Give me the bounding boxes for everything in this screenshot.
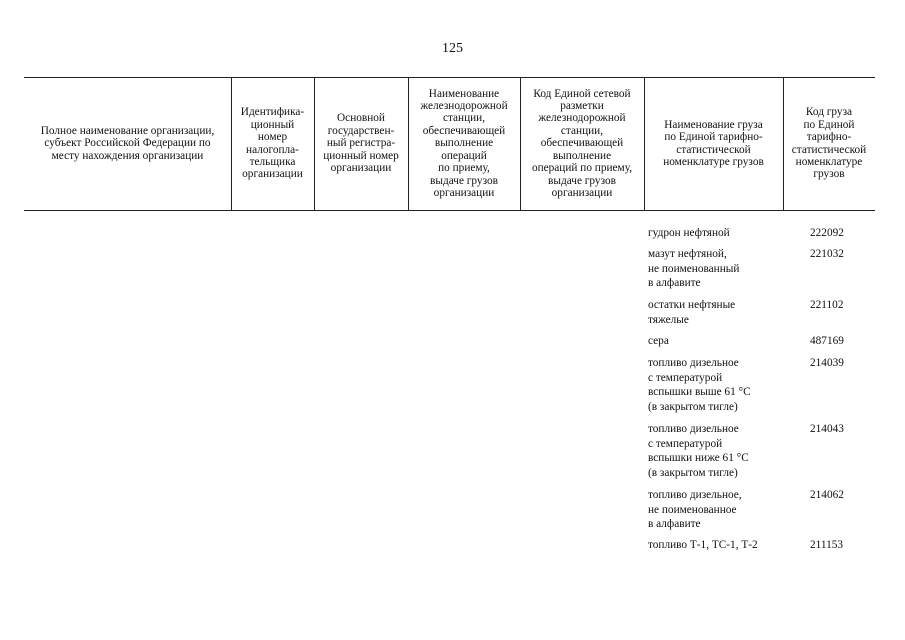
cargo-name-cell: гудрон нефтяной — [648, 227, 730, 239]
cargo-name-cell: топливо Т-1, ТС-1, Т-2 — [648, 539, 758, 551]
header-station-name: Наименование железнодорожной станции, обеспечивающей выполнение операций по приему, выдаче грузов организации — [420, 87, 508, 199]
page-number: 125 — [442, 41, 463, 56]
cargo-code-cell: 221102 — [810, 299, 844, 311]
table-header-bottom-border — [24, 210, 875, 211]
header-cargo-name: Наименование груза по Единой тарифно- статистической номенклатуре грузов — [663, 118, 764, 168]
cargo-code-cell: 487169 — [810, 335, 844, 347]
cargo-code-cell: 214039 — [810, 357, 844, 369]
cargo-name-cell: мазут нефтяной, не поименованный в алфавите — [648, 248, 740, 290]
cargo-code-cell: 211153 — [810, 539, 844, 551]
cargo-name-cell: топливо дизельное, не поименованное в алфавите — [648, 489, 742, 531]
header-organization-name: Полное наименование организации, субъект Российской Федерации по месту нахождения организации — [40, 124, 215, 162]
cargo-name-cell: топливо дизельное с температурой вспышки ниже 61 °С (в закрытом тигле) — [648, 423, 749, 479]
cargo-code-cell: 221032 — [810, 248, 844, 260]
cargo-name-cell: сера — [648, 335, 669, 347]
cargo-code-cell: 222092 — [810, 227, 844, 239]
header-cargo-code: Код груза по Единой тарифно- статистической номенклатуре грузов — [791, 106, 867, 181]
cargo-name-cell: топливо дизельное с температурой вспышки выше 61 °С (в закрытом тигле) — [648, 357, 751, 413]
cargo-code-cell: 214043 — [810, 423, 844, 435]
header-inn: Идентифика- ционный номер налогопла- тельщика организации — [240, 106, 305, 181]
header-ogrn: Основной государствен- ный регистра- ционный номер организации — [323, 112, 399, 175]
header-station-code: Код Единой сетевой разметки железнодорожной станции, обеспечивающей выполнение операций по приему, выдаче грузов организации — [531, 87, 633, 199]
cargo-name-cell: остатки нефтяные тяжелые — [648, 299, 736, 326]
cargo-code-cell: 214062 — [810, 489, 844, 501]
